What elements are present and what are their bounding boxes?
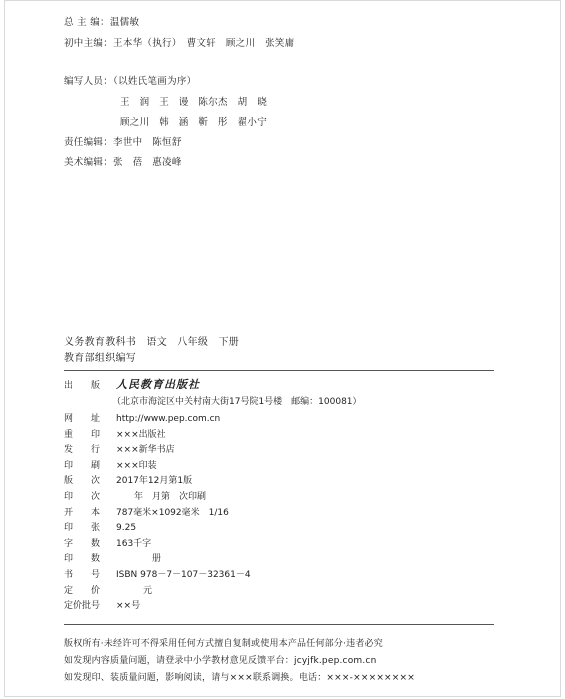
info-label: 重 印: [64, 430, 101, 440]
publisher-address: （北京市海淀区中关村南大街17号院1号楼 邮编：100081）: [112, 397, 362, 407]
info-label: 印 刷: [64, 461, 101, 471]
credit-value: 温儒敏: [109, 17, 140, 28]
info-label: 印 张: [64, 523, 101, 533]
info-value: 163千字: [116, 539, 152, 549]
info-label: 定 价: [64, 586, 101, 596]
info-label: 网 址: [64, 414, 101, 424]
credit-label: 总 主 编：: [64, 17, 110, 28]
info-label: 印 次: [64, 492, 101, 502]
credit-label: 初中主编：: [64, 38, 114, 49]
info-label: 开 本: [64, 508, 101, 518]
book-compiler: 教育部组织编写: [64, 353, 137, 364]
info-value: 元: [116, 586, 153, 596]
writers-line: [64, 76, 196, 88]
credit-label: 编写人员：: [64, 76, 114, 87]
junior-editor-line: [64, 38, 294, 50]
info-value: 年 月第 次印刷: [116, 492, 207, 502]
info-label: 字 数: [64, 539, 101, 549]
info-value: http://www.pep.com.cn: [116, 414, 221, 424]
credit-label: 责任编辑：: [64, 137, 114, 148]
info-value: 787毫米×1092毫米 1/16: [116, 508, 229, 518]
divider-bottom: [64, 624, 494, 625]
info-label: 印 数: [64, 554, 101, 564]
info-value: 2017年12月第1版: [116, 476, 193, 486]
credit-value: 李世中 陈恒舒: [113, 137, 182, 148]
credit-value: 张 蓓 惠凌峰: [113, 157, 182, 168]
art-editor-line: [64, 157, 182, 169]
info-label: 书 号: [64, 570, 101, 580]
copyright-notice: 版权所有·未经许可不得采用任何方式擅自复制或使用本产品任何部分·违者必究: [64, 639, 383, 649]
writers-names-2: [120, 117, 267, 129]
info-value: ××号: [116, 601, 141, 611]
credit-value: 顾之川 韩 涵 靳 彤 翟小宁: [120, 117, 268, 128]
book-title: 义务教育教科书 语文 八年级 下册: [64, 337, 240, 348]
publisher-logo: 人民教育出版社: [116, 378, 200, 391]
credit-value: （以姓氏笔画为序）: [113, 76, 197, 87]
responsible-editor-line: [64, 137, 182, 149]
info-value: 9.25: [116, 523, 137, 533]
chief-editor-line: [64, 17, 139, 29]
info-value: ×××出版社: [116, 430, 166, 440]
print-quality-notice: 如发现印、装质量问题，影响阅读，请与×××联系调换。电话：×××-××××××××: [64, 673, 416, 683]
divider-top: [64, 370, 494, 371]
info-value: ISBN 978－7－107－32361－4: [116, 570, 251, 580]
info-label: 版 次: [64, 476, 101, 486]
info-label: 发 行: [64, 445, 101, 455]
credit-value: 王 润 王 谩 陈尔杰 胡 晓: [120, 97, 268, 108]
credit-value: 王本华（执行） 曹文轩 顾之川 张笑庸: [113, 38, 295, 49]
writers-names-1: [120, 97, 267, 109]
info-label: 定价批号: [64, 601, 101, 611]
credit-label: 美术编辑：: [64, 157, 114, 168]
info-value: ×××新华书店: [116, 445, 175, 455]
publisher-label: 出 版: [64, 381, 101, 391]
feedback-notice: 如发现内容质量问题，请登录中小学教材意见反馈平台：jcyjfk.pep.com.cn: [64, 656, 377, 666]
info-value: 册: [116, 554, 162, 564]
info-value: ×××印装: [116, 461, 157, 471]
